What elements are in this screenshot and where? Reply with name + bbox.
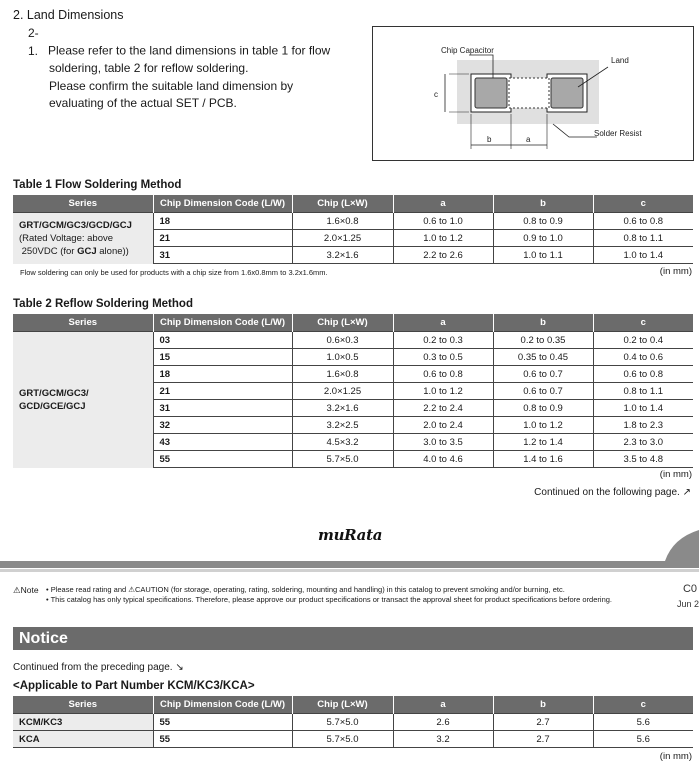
catalog-code: C0 xyxy=(682,583,697,595)
cell-c: 0.8 to 1.1 xyxy=(593,383,693,400)
intro-line: evaluating of the actual SET / PCB. xyxy=(49,96,237,110)
label-land: Land xyxy=(611,56,629,65)
cell-code: 18 xyxy=(153,366,292,383)
cell-b: 2.7 xyxy=(493,731,593,748)
cell-b: 0.8 to 0.9 xyxy=(493,400,593,417)
cell-code: 21 xyxy=(153,383,292,400)
arrow-down-right-icon: ↘ xyxy=(175,662,184,673)
cell-code: 32 xyxy=(153,417,292,434)
series-note: (Rated Voltage: above xyxy=(19,232,114,244)
table2-reflow-soldering xyxy=(13,314,693,468)
page-corner-decoration xyxy=(665,530,699,561)
cell-chip: 3.2×1.6 xyxy=(292,247,393,264)
cell-c: 0.2 to 0.4 xyxy=(593,332,693,349)
dim-b-label: b xyxy=(487,135,492,144)
table1-flow-soldering xyxy=(13,195,693,264)
cell-b: 1.0 to 1.2 xyxy=(493,417,593,434)
cell-chip: 1.0×0.5 xyxy=(292,349,393,366)
land-diagram xyxy=(372,26,694,161)
table1-footnote: Flow soldering can only be used for products with a chip size from 1.6x0.8mm to 3.2x1.6mm. xyxy=(20,268,328,277)
col-series: Series xyxy=(13,195,153,213)
cell-code: 18 xyxy=(153,213,292,230)
cell-chip: 2.0×1.25 xyxy=(292,230,393,247)
intro-line: Please refer to the land dimensions in table 1 for flow xyxy=(48,43,331,58)
table-header-row xyxy=(13,314,693,332)
cell-c: 1.8 to 2.3 xyxy=(593,417,693,434)
cell-b: 0.6 to 0.7 xyxy=(493,366,593,383)
cell-a: 4.0 to 4.6 xyxy=(393,451,493,468)
cell-b: 0.8 to 0.9 xyxy=(493,213,593,230)
cell-series: KCA xyxy=(13,731,153,748)
series-cell xyxy=(13,213,153,264)
series-name: GRT/GCM/GC3/ xyxy=(19,387,89,399)
catalog-note xyxy=(13,585,612,604)
table-header-row xyxy=(13,696,693,714)
intro-line: soldering, table 2 for reflow soldering. xyxy=(49,61,249,75)
cell-a: 1.0 to 1.2 xyxy=(393,230,493,247)
cell-b: 0.6 to 0.7 xyxy=(493,383,593,400)
table1-caption: Table 1 Flow Soldering Method xyxy=(13,179,182,191)
table-row xyxy=(13,714,693,731)
col-dimension-code: Chip Dimension Code (L/W) xyxy=(153,195,292,213)
table1-unit: (in mm) xyxy=(659,266,692,277)
cell-a: 2.2 to 2.6 xyxy=(393,247,493,264)
cell-c: 0.6 to 0.8 xyxy=(593,366,693,383)
table-row xyxy=(13,213,693,230)
cell-a: 2.0 to 2.4 xyxy=(393,417,493,434)
col-chip-size: Chip (L×W) xyxy=(292,314,393,332)
chip-body xyxy=(509,78,549,108)
notice-header: Notice xyxy=(13,627,693,650)
page-divider xyxy=(0,561,699,568)
cell-b: 1.4 to 1.6 xyxy=(493,451,593,468)
note-label xyxy=(13,585,39,595)
resist-leader xyxy=(553,124,597,137)
cell-chip: 1.6×0.8 xyxy=(292,366,393,383)
col-chip-size: Chip (L×W) xyxy=(292,696,393,714)
cell-chip: 1.6×0.8 xyxy=(292,213,393,230)
col-b: b xyxy=(493,696,593,714)
table2-unit: (in mm) xyxy=(659,469,692,480)
cell-c: 5.6 xyxy=(593,714,693,731)
caution-triangle-icon: ⚠ xyxy=(128,585,135,594)
note-line: CAUTION (for storage, operating, rating, soldering, mounting and handling) in this catalog to prevent smoking and/or burning, etc. xyxy=(135,585,565,594)
note-label-text: Note xyxy=(20,585,39,595)
table-row xyxy=(13,731,693,748)
table-row xyxy=(13,332,693,349)
col-b: b xyxy=(493,314,593,332)
continued-prev xyxy=(13,662,184,673)
murata-logo: muRata xyxy=(318,526,383,544)
cell-a: 3.0 to 3.5 xyxy=(393,434,493,451)
cell-a: 0.6 to 1.0 xyxy=(393,213,493,230)
cell-chip: 3.2×1.6 xyxy=(292,400,393,417)
cell-code: 43 xyxy=(153,434,292,451)
intro-line: Please confirm the suitable land dimension by xyxy=(49,78,294,93)
arrow-up-right-icon: ↗ xyxy=(682,487,691,498)
series-note: alone)) xyxy=(96,245,129,257)
cell-b: 0.35 to 0.45 xyxy=(493,349,593,366)
cell-chip: 2.0×1.25 xyxy=(292,383,393,400)
continued-next xyxy=(534,487,691,498)
col-series: Series xyxy=(13,314,153,332)
cell-code: 03 xyxy=(153,332,292,349)
item-number: 2-1. xyxy=(28,26,39,58)
cell-chip: 3.2×2.5 xyxy=(292,417,393,434)
notice-unit: (in mm) xyxy=(659,751,692,762)
caution-triangle-icon: ⚠ xyxy=(13,585,21,595)
cell-a: 0.2 to 0.3 xyxy=(393,332,493,349)
cell-a: 3.2 xyxy=(393,731,493,748)
col-series: Series xyxy=(13,696,153,714)
label-solder-resist: Solder Resist xyxy=(594,129,642,138)
label-chip-capacitor: Chip Capacitor xyxy=(441,46,494,55)
col-b: b xyxy=(493,195,593,213)
cell-b: 0.2 to 0.35 xyxy=(493,332,593,349)
cell-code: 55 xyxy=(153,714,292,731)
series-name: GCD/GCE/GCJ xyxy=(19,400,86,412)
cell-chip: 5.7×5.0 xyxy=(292,731,393,748)
col-a: a xyxy=(393,314,493,332)
continued-prev-text: Continued from the preceding page. xyxy=(13,662,173,673)
cell-c: 3.5 to 4.8 xyxy=(593,451,693,468)
cell-a: 2.6 xyxy=(393,714,493,731)
page-divider-light xyxy=(0,569,699,572)
cell-code: 31 xyxy=(153,247,292,264)
cell-code: 55 xyxy=(153,731,292,748)
catalog-date: Jun 2 xyxy=(676,599,699,609)
section-title: 2. Land Dimensions xyxy=(13,8,124,22)
cell-code: 15 xyxy=(153,349,292,366)
cell-code: 21 xyxy=(153,230,292,247)
col-c: c xyxy=(593,696,693,714)
cell-a: 2.2 to 2.4 xyxy=(393,400,493,417)
intro-text xyxy=(28,25,330,113)
col-a: a xyxy=(393,696,493,714)
chip-electrode-right xyxy=(551,78,583,108)
cell-code: 55 xyxy=(153,451,292,468)
cell-a: 0.3 to 0.5 xyxy=(393,349,493,366)
note-line: • Please read rating and xyxy=(46,585,129,594)
chip-electrode-left xyxy=(475,78,507,108)
cell-c: 0.6 to 0.8 xyxy=(593,213,693,230)
cell-series: KCM/KC3 xyxy=(13,714,153,731)
note-body xyxy=(46,585,646,605)
cell-chip: 5.7×5.0 xyxy=(292,451,393,468)
continued-next-text: Continued on the following page. xyxy=(534,487,680,498)
cell-c: 1.0 to 1.4 xyxy=(593,247,693,264)
col-chip-size: Chip (L×W) xyxy=(292,195,393,213)
dim-a-label: a xyxy=(526,135,531,144)
col-c: c xyxy=(593,314,693,332)
cell-c: 5.6 xyxy=(593,731,693,748)
series-cell xyxy=(13,332,153,468)
col-dimension-code: Chip Dimension Code (L/W) xyxy=(153,696,292,714)
cell-c: 0.4 to 0.6 xyxy=(593,349,693,366)
cell-a: 1.0 to 1.2 xyxy=(393,383,493,400)
series-note-bold: GCJ xyxy=(77,245,97,257)
cell-b: 2.7 xyxy=(493,714,593,731)
applicable-parts: <Applicable to Part Number KCM/KC3/KCA> xyxy=(13,680,255,692)
table-header-row xyxy=(13,195,693,213)
cell-chip: 4.5×3.2 xyxy=(292,434,393,451)
notice-table xyxy=(13,696,693,748)
series-name: GRT/GCM/GC3/GCD/GCJ xyxy=(19,219,132,231)
series-note: 250VDC (for xyxy=(21,245,78,257)
table2-caption: Table 2 Reflow Soldering Method xyxy=(13,298,193,310)
col-dimension-code: Chip Dimension Code (L/W) xyxy=(153,314,292,332)
cell-chip: 0.6×0.3 xyxy=(292,332,393,349)
col-c: c xyxy=(593,195,693,213)
cell-b: 1.0 to 1.1 xyxy=(493,247,593,264)
cell-a: 0.6 to 0.8 xyxy=(393,366,493,383)
cell-c: 1.0 to 1.4 xyxy=(593,400,693,417)
land-diagram-svg xyxy=(373,27,693,160)
cell-code: 31 xyxy=(153,400,292,417)
dim-c-label: c xyxy=(434,90,438,99)
cell-chip: 5.7×5.0 xyxy=(292,714,393,731)
col-a: a xyxy=(393,195,493,213)
cell-b: 1.2 to 1.4 xyxy=(493,434,593,451)
cell-c: 2.3 to 3.0 xyxy=(593,434,693,451)
cell-b: 0.9 to 1.0 xyxy=(493,230,593,247)
cell-c: 0.8 to 1.1 xyxy=(593,230,693,247)
note-line: • This catalog has only typical specifications. Therefore, please approve our product specifications or transact the approval sheet for product specifications before ordering. xyxy=(46,595,612,604)
